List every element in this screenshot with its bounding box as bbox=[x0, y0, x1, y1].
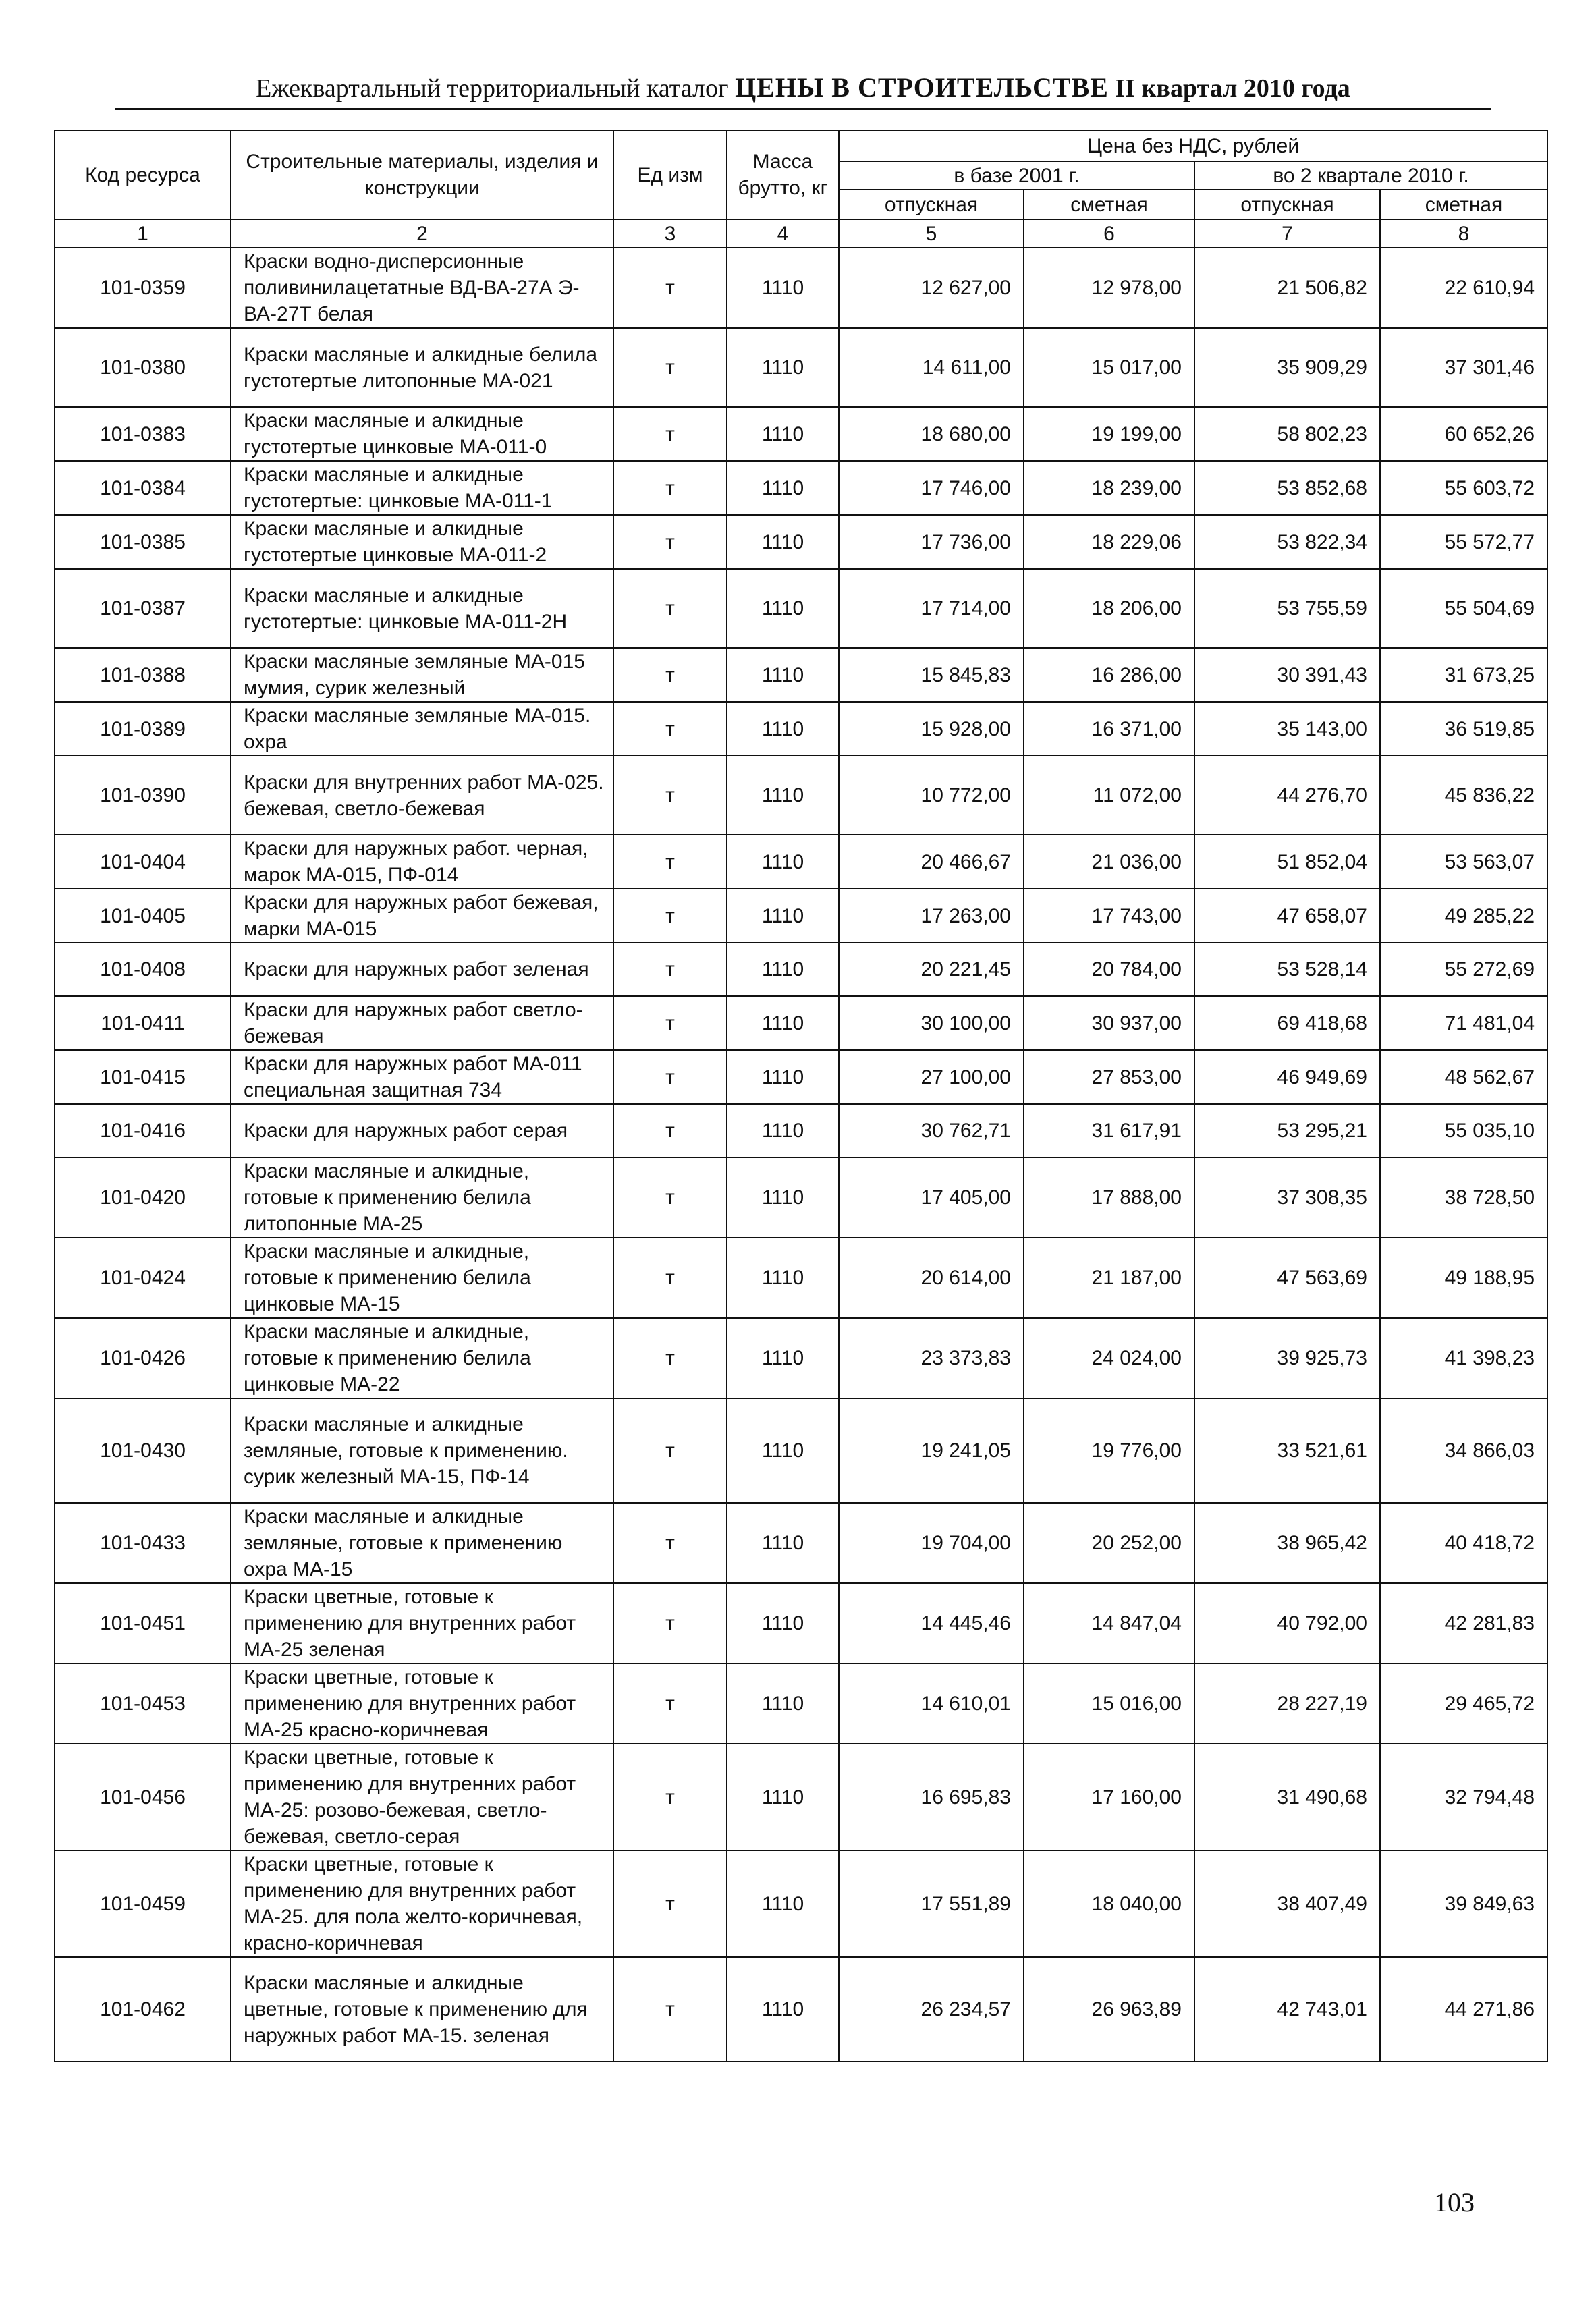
cell-code: 101-0408 bbox=[55, 943, 231, 996]
cell-unit: т bbox=[613, 569, 727, 648]
cell-release-2010: 53 528,14 bbox=[1194, 943, 1380, 996]
cell-name: Краски для наружных работ бежевая, марки МА-015 bbox=[231, 889, 613, 943]
cell-code: 101-0388 bbox=[55, 648, 231, 702]
cell-release-2001: 15 845,83 bbox=[839, 648, 1024, 702]
cell-mass: 1110 bbox=[727, 1663, 839, 1744]
cell-estimate-2001: 18 239,00 bbox=[1024, 461, 1194, 515]
cell-mass: 1110 bbox=[727, 1850, 839, 1957]
cell-unit: т bbox=[613, 328, 727, 407]
column-index: 5 bbox=[839, 219, 1024, 248]
cell-estimate-2010: 39 849,63 bbox=[1380, 1850, 1547, 1957]
cell-unit: т bbox=[613, 996, 727, 1050]
page-header bbox=[115, 67, 1491, 110]
cell-mass: 1110 bbox=[727, 648, 839, 702]
col-header-unit: Ед изм bbox=[613, 130, 727, 219]
cell-name: Краски масляные и алкидные густотертые: цинковые МА-011-2Н bbox=[231, 569, 613, 648]
cell-code: 101-0359 bbox=[55, 248, 231, 328]
cell-release-2010: 38 407,49 bbox=[1194, 1850, 1380, 1957]
cell-release-2001: 17 746,00 bbox=[839, 461, 1024, 515]
table-row bbox=[55, 1957, 1547, 2062]
cell-estimate-2001: 17 160,00 bbox=[1024, 1744, 1194, 1850]
cell-estimate-2010: 55 035,10 bbox=[1380, 1104, 1547, 1157]
cell-estimate-2001: 21 187,00 bbox=[1024, 1238, 1194, 1318]
cell-release-2010: 33 521,61 bbox=[1194, 1398, 1380, 1503]
table-header bbox=[55, 130, 1547, 248]
cell-mass: 1110 bbox=[727, 1583, 839, 1663]
table-body bbox=[55, 248, 1547, 2062]
cell-code: 101-0380 bbox=[55, 328, 231, 407]
cell-estimate-2010: 48 562,67 bbox=[1380, 1050, 1547, 1104]
header-catalog-label: Ежеквартальный территориальный каталог bbox=[256, 74, 729, 103]
cell-release-2010: 35 143,00 bbox=[1194, 702, 1380, 756]
cell-name: Краски для наружных работ светло-бежевая bbox=[231, 996, 613, 1050]
cell-mass: 1110 bbox=[727, 248, 839, 328]
cell-name: Краски для наружных работ серая bbox=[231, 1104, 613, 1157]
cell-release-2010: 40 792,00 bbox=[1194, 1583, 1380, 1663]
cell-release-2010: 58 802,23 bbox=[1194, 407, 1380, 461]
col-header-base-2001: в базе 2001 г. bbox=[839, 161, 1194, 190]
cell-estimate-2001: 15 017,00 bbox=[1024, 328, 1194, 407]
table-row bbox=[55, 702, 1547, 756]
table-row bbox=[55, 648, 1547, 702]
cell-release-2001: 20 466,67 bbox=[839, 835, 1024, 889]
cell-estimate-2010: 55 572,77 bbox=[1380, 515, 1547, 569]
cell-mass: 1110 bbox=[727, 702, 839, 756]
table-row bbox=[55, 569, 1547, 648]
cell-estimate-2010: 29 465,72 bbox=[1380, 1663, 1547, 1744]
cell-release-2001: 14 445,46 bbox=[839, 1583, 1024, 1663]
cell-estimate-2001: 31 617,91 bbox=[1024, 1104, 1194, 1157]
cell-estimate-2001: 17 888,00 bbox=[1024, 1157, 1194, 1238]
cell-mass: 1110 bbox=[727, 1157, 839, 1238]
table-row bbox=[55, 248, 1547, 328]
cell-release-2010: 69 418,68 bbox=[1194, 996, 1380, 1050]
cell-release-2001: 17 263,00 bbox=[839, 889, 1024, 943]
cell-mass: 1110 bbox=[727, 1744, 839, 1850]
cell-code: 101-0424 bbox=[55, 1238, 231, 1318]
table-row bbox=[55, 328, 1547, 407]
cell-unit: т bbox=[613, 1318, 727, 1398]
cell-release-2010: 35 909,29 bbox=[1194, 328, 1380, 407]
table-row bbox=[55, 1850, 1547, 1957]
cell-name: Краски масляные и алкидные цветные, готовые к применению для наружных работ МА-15. зеленая bbox=[231, 1957, 613, 2062]
col-header-estimate-2010: сметная bbox=[1380, 190, 1547, 219]
cell-release-2001: 30 762,71 bbox=[839, 1104, 1024, 1157]
cell-name: Краски масляные земляные МА-015. охра bbox=[231, 702, 613, 756]
col-header-release-2010: отпускная bbox=[1194, 190, 1380, 219]
cell-estimate-2010: 32 794,48 bbox=[1380, 1744, 1547, 1850]
cell-estimate-2010: 45 836,22 bbox=[1380, 756, 1547, 835]
cell-unit: т bbox=[613, 1050, 727, 1104]
cell-name: Краски масляные и алкидные, готовые к применению белила цинковые МА-22 bbox=[231, 1318, 613, 1398]
cell-name: Краски цветные, готовые к применению для внутренних работ МА-25: розово-бежевая, светло-бежевая, светло-серая bbox=[231, 1744, 613, 1850]
cell-unit: т bbox=[613, 835, 727, 889]
cell-mass: 1110 bbox=[727, 1957, 839, 2062]
cell-estimate-2001: 26 963,89 bbox=[1024, 1957, 1194, 2062]
cell-estimate-2001: 20 252,00 bbox=[1024, 1503, 1194, 1583]
cell-estimate-2001: 21 036,00 bbox=[1024, 835, 1194, 889]
cell-release-2001: 12 627,00 bbox=[839, 248, 1024, 328]
cell-estimate-2010: 36 519,85 bbox=[1380, 702, 1547, 756]
cell-mass: 1110 bbox=[727, 1104, 839, 1157]
cell-release-2001: 15 928,00 bbox=[839, 702, 1024, 756]
cell-mass: 1110 bbox=[727, 328, 839, 407]
cell-code: 101-0383 bbox=[55, 407, 231, 461]
cell-unit: т bbox=[613, 1583, 727, 1663]
cell-mass: 1110 bbox=[727, 943, 839, 996]
cell-code: 101-0426 bbox=[55, 1318, 231, 1398]
table-row bbox=[55, 1318, 1547, 1398]
col-header-q2-2010: во 2 квартале 2010 г. bbox=[1194, 161, 1547, 190]
header-catalog-title: ЦЕНЫ В СТРОИТЕЛЬСТВЕ bbox=[735, 72, 1109, 103]
cell-release-2001: 17 551,89 bbox=[839, 1850, 1024, 1957]
cell-unit: т bbox=[613, 407, 727, 461]
cell-code: 101-0416 bbox=[55, 1104, 231, 1157]
cell-estimate-2010: 41 398,23 bbox=[1380, 1318, 1547, 1398]
cell-unit: т bbox=[613, 1850, 727, 1957]
cell-release-2001: 17 736,00 bbox=[839, 515, 1024, 569]
table-row bbox=[55, 1157, 1547, 1238]
cell-unit: т bbox=[613, 1957, 727, 2062]
column-index: 1 bbox=[55, 219, 231, 248]
cell-mass: 1110 bbox=[727, 1503, 839, 1583]
cell-release-2001: 26 234,57 bbox=[839, 1957, 1024, 2062]
col-header-price: Цена без НДС, рублей bbox=[839, 130, 1547, 161]
cell-estimate-2001: 17 743,00 bbox=[1024, 889, 1194, 943]
cell-estimate-2010: 31 673,25 bbox=[1380, 648, 1547, 702]
cell-name: Краски цветные, готовые к применению для внутренних работ МА-25. для пола желто-коричневая, красно-коричневая bbox=[231, 1850, 613, 1957]
cell-estimate-2010: 42 281,83 bbox=[1380, 1583, 1547, 1663]
cell-estimate-2010: 49 188,95 bbox=[1380, 1238, 1547, 1318]
cell-estimate-2010: 44 271,86 bbox=[1380, 1957, 1547, 2062]
table-row bbox=[55, 461, 1547, 515]
cell-name: Краски для внутренних работ МА-025. бежевая, светло-бежевая bbox=[231, 756, 613, 835]
cell-release-2010: 53 822,34 bbox=[1194, 515, 1380, 569]
cell-name: Краски масляные и алкидные белила густотертые литопонные МА-021 bbox=[231, 328, 613, 407]
cell-mass: 1110 bbox=[727, 515, 839, 569]
cell-mass: 1110 bbox=[727, 569, 839, 648]
cell-name: Краски для наружных работ зеленая bbox=[231, 943, 613, 996]
cell-mass: 1110 bbox=[727, 996, 839, 1050]
cell-release-2010: 46 949,69 bbox=[1194, 1050, 1380, 1104]
cell-estimate-2001: 14 847,04 bbox=[1024, 1583, 1194, 1663]
cell-mass: 1110 bbox=[727, 407, 839, 461]
cell-release-2001: 17 714,00 bbox=[839, 569, 1024, 648]
column-index-row bbox=[55, 219, 1547, 248]
column-index: 8 bbox=[1380, 219, 1547, 248]
cell-name: Краски масляные и алкидные густотертые: цинковые МА-011-1 bbox=[231, 461, 613, 515]
cell-name: Краски цветные, готовые к применению для внутренних работ МА-25 зеленая bbox=[231, 1583, 613, 1663]
cell-estimate-2001: 27 853,00 bbox=[1024, 1050, 1194, 1104]
column-index: 6 bbox=[1024, 219, 1194, 248]
cell-release-2001: 18 680,00 bbox=[839, 407, 1024, 461]
cell-estimate-2001: 24 024,00 bbox=[1024, 1318, 1194, 1398]
cell-estimate-2010: 60 652,26 bbox=[1380, 407, 1547, 461]
cell-unit: т bbox=[613, 461, 727, 515]
cell-release-2010: 38 965,42 bbox=[1194, 1503, 1380, 1583]
cell-unit: т bbox=[613, 889, 727, 943]
cell-name: Краски для наружных работ. черная, марок МА-015, ПФ-014 bbox=[231, 835, 613, 889]
table-row bbox=[55, 1663, 1547, 1744]
page-number: 103 bbox=[1434, 2187, 1475, 2218]
cell-code: 101-0451 bbox=[55, 1583, 231, 1663]
cell-release-2010: 47 563,69 bbox=[1194, 1238, 1380, 1318]
price-table bbox=[54, 130, 1548, 2062]
cell-name: Краски масляные и алкидные земляные, готовые к применению. сурик железный МА-15, ПФ-14 bbox=[231, 1398, 613, 1503]
cell-code: 101-0404 bbox=[55, 835, 231, 889]
column-index: 2 bbox=[231, 219, 613, 248]
cell-estimate-2001: 18 040,00 bbox=[1024, 1850, 1194, 1957]
table-row bbox=[55, 1583, 1547, 1663]
cell-release-2001: 19 704,00 bbox=[839, 1503, 1024, 1583]
cell-estimate-2010: 40 418,72 bbox=[1380, 1503, 1547, 1583]
col-header-code: Код ресурса bbox=[55, 130, 231, 219]
cell-estimate-2001: 18 229,06 bbox=[1024, 515, 1194, 569]
cell-release-2001: 30 100,00 bbox=[839, 996, 1024, 1050]
cell-estimate-2010: 34 866,03 bbox=[1380, 1398, 1547, 1503]
cell-release-2010: 53 295,21 bbox=[1194, 1104, 1380, 1157]
cell-release-2010: 53 755,59 bbox=[1194, 569, 1380, 648]
cell-release-2010: 37 308,35 bbox=[1194, 1157, 1380, 1238]
cell-release-2010: 39 925,73 bbox=[1194, 1318, 1380, 1398]
cell-estimate-2010: 37 301,46 bbox=[1380, 328, 1547, 407]
cell-code: 101-0405 bbox=[55, 889, 231, 943]
cell-release-2010: 53 852,68 bbox=[1194, 461, 1380, 515]
header-period: II квартал 2010 года bbox=[1115, 74, 1350, 103]
cell-unit: т bbox=[613, 1744, 727, 1850]
cell-unit: т bbox=[613, 1238, 727, 1318]
cell-estimate-2001: 12 978,00 bbox=[1024, 248, 1194, 328]
cell-release-2001: 20 614,00 bbox=[839, 1238, 1024, 1318]
cell-release-2001: 14 611,00 bbox=[839, 328, 1024, 407]
cell-release-2001: 23 373,83 bbox=[839, 1318, 1024, 1398]
table-row bbox=[55, 835, 1547, 889]
col-header-name: Строительные материалы, изделия и конструкции bbox=[231, 130, 613, 219]
cell-code: 101-0385 bbox=[55, 515, 231, 569]
cell-release-2010: 44 276,70 bbox=[1194, 756, 1380, 835]
cell-name: Краски масляные и алкидные, готовые к применению белила литопонные МА-25 bbox=[231, 1157, 613, 1238]
cell-code: 101-0420 bbox=[55, 1157, 231, 1238]
cell-unit: т bbox=[613, 248, 727, 328]
cell-release-2010: 51 852,04 bbox=[1194, 835, 1380, 889]
cell-code: 101-0387 bbox=[55, 569, 231, 648]
cell-release-2010: 28 227,19 bbox=[1194, 1663, 1380, 1744]
cell-unit: т bbox=[613, 648, 727, 702]
cell-code: 101-0411 bbox=[55, 996, 231, 1050]
col-header-estimate-2001: сметная bbox=[1024, 190, 1194, 219]
table-row bbox=[55, 1050, 1547, 1104]
cell-code: 101-0433 bbox=[55, 1503, 231, 1583]
cell-name: Краски масляные и алкидные, готовые к применению белила цинковые МА-15 bbox=[231, 1238, 613, 1318]
cell-estimate-2001: 11 072,00 bbox=[1024, 756, 1194, 835]
cell-estimate-2001: 18 206,00 bbox=[1024, 569, 1194, 648]
cell-name: Краски масляные и алкидные густотертые цинковые МА-011-2 bbox=[231, 515, 613, 569]
cell-estimate-2001: 16 371,00 bbox=[1024, 702, 1194, 756]
cell-estimate-2010: 49 285,22 bbox=[1380, 889, 1547, 943]
cell-release-2001: 14 610,01 bbox=[839, 1663, 1024, 1744]
cell-estimate-2001: 15 016,00 bbox=[1024, 1663, 1194, 1744]
cell-name: Краски масляные земляные МА-015 мумия, сурик железный bbox=[231, 648, 613, 702]
cell-estimate-2001: 20 784,00 bbox=[1024, 943, 1194, 996]
table-row bbox=[55, 943, 1547, 996]
cell-estimate-2001: 19 199,00 bbox=[1024, 407, 1194, 461]
cell-estimate-2010: 38 728,50 bbox=[1380, 1157, 1547, 1238]
cell-code: 101-0456 bbox=[55, 1744, 231, 1850]
cell-unit: т bbox=[613, 702, 727, 756]
cell-unit: т bbox=[613, 1398, 727, 1503]
cell-code: 101-0430 bbox=[55, 1398, 231, 1503]
cell-code: 101-0453 bbox=[55, 1663, 231, 1744]
cell-mass: 1110 bbox=[727, 1318, 839, 1398]
cell-release-2001: 17 405,00 bbox=[839, 1157, 1024, 1238]
cell-release-2010: 31 490,68 bbox=[1194, 1744, 1380, 1850]
cell-mass: 1110 bbox=[727, 835, 839, 889]
cell-release-2001: 20 221,45 bbox=[839, 943, 1024, 996]
cell-code: 101-0384 bbox=[55, 461, 231, 515]
cell-mass: 1110 bbox=[727, 756, 839, 835]
cell-unit: т bbox=[613, 515, 727, 569]
table-row bbox=[55, 756, 1547, 835]
cell-name: Краски водно-дисперсионные поливинилацетатные ВД-ВА-27А Э-ВА-27Т белая bbox=[231, 248, 613, 328]
cell-release-2010: 30 391,43 bbox=[1194, 648, 1380, 702]
cell-unit: т bbox=[613, 943, 727, 996]
cell-mass: 1110 bbox=[727, 1398, 839, 1503]
cell-estimate-2010: 55 603,72 bbox=[1380, 461, 1547, 515]
table-row bbox=[55, 996, 1547, 1050]
cell-estimate-2010: 55 272,69 bbox=[1380, 943, 1547, 996]
cell-estimate-2001: 30 937,00 bbox=[1024, 996, 1194, 1050]
cell-mass: 1110 bbox=[727, 461, 839, 515]
cell-name: Краски цветные, готовые к применению для внутренних работ МА-25 красно-коричневая bbox=[231, 1663, 613, 1744]
col-header-mass: Масса брутто, кг bbox=[727, 130, 839, 219]
cell-release-2001: 19 241,05 bbox=[839, 1398, 1024, 1503]
column-index: 7 bbox=[1194, 219, 1380, 248]
cell-name: Краски масляные и алкидные густотертые цинковые МА-011-0 bbox=[231, 407, 613, 461]
table-row bbox=[55, 1238, 1547, 1318]
table-row bbox=[55, 1104, 1547, 1157]
cell-code: 101-0390 bbox=[55, 756, 231, 835]
cell-unit: т bbox=[613, 1663, 727, 1744]
column-index: 4 bbox=[727, 219, 839, 248]
cell-release-2010: 21 506,82 bbox=[1194, 248, 1380, 328]
table-row bbox=[55, 889, 1547, 943]
cell-release-2010: 47 658,07 bbox=[1194, 889, 1380, 943]
table-row bbox=[55, 1503, 1547, 1583]
cell-mass: 1110 bbox=[727, 889, 839, 943]
cell-estimate-2001: 19 776,00 bbox=[1024, 1398, 1194, 1503]
cell-code: 101-0462 bbox=[55, 1957, 231, 2062]
cell-estimate-2001: 16 286,00 bbox=[1024, 648, 1194, 702]
cell-release-2001: 16 695,83 bbox=[839, 1744, 1024, 1850]
cell-estimate-2010: 71 481,04 bbox=[1380, 996, 1547, 1050]
cell-unit: т bbox=[613, 1503, 727, 1583]
cell-estimate-2010: 55 504,69 bbox=[1380, 569, 1547, 648]
table-row bbox=[55, 515, 1547, 569]
cell-unit: т bbox=[613, 756, 727, 835]
cell-release-2001: 10 772,00 bbox=[839, 756, 1024, 835]
cell-estimate-2010: 22 610,94 bbox=[1380, 248, 1547, 328]
table-row bbox=[55, 407, 1547, 461]
col-header-release-2001: отпускная bbox=[839, 190, 1024, 219]
cell-name: Краски для наружных работ МА-011 специальная защитная 734 bbox=[231, 1050, 613, 1104]
table-row bbox=[55, 1398, 1547, 1503]
cell-mass: 1110 bbox=[727, 1050, 839, 1104]
cell-unit: т bbox=[613, 1104, 727, 1157]
table-row bbox=[55, 1744, 1547, 1850]
column-index: 3 bbox=[613, 219, 727, 248]
cell-unit: т bbox=[613, 1157, 727, 1238]
cell-code: 101-0459 bbox=[55, 1850, 231, 1957]
cell-code: 101-0389 bbox=[55, 702, 231, 756]
cell-code: 101-0415 bbox=[55, 1050, 231, 1104]
cell-release-2010: 42 743,01 bbox=[1194, 1957, 1380, 2062]
cell-name: Краски масляные и алкидные земляные, готовые к применению охра МА-15 bbox=[231, 1503, 613, 1583]
cell-release-2001: 27 100,00 bbox=[839, 1050, 1024, 1104]
cell-mass: 1110 bbox=[727, 1238, 839, 1318]
cell-estimate-2010: 53 563,07 bbox=[1380, 835, 1547, 889]
